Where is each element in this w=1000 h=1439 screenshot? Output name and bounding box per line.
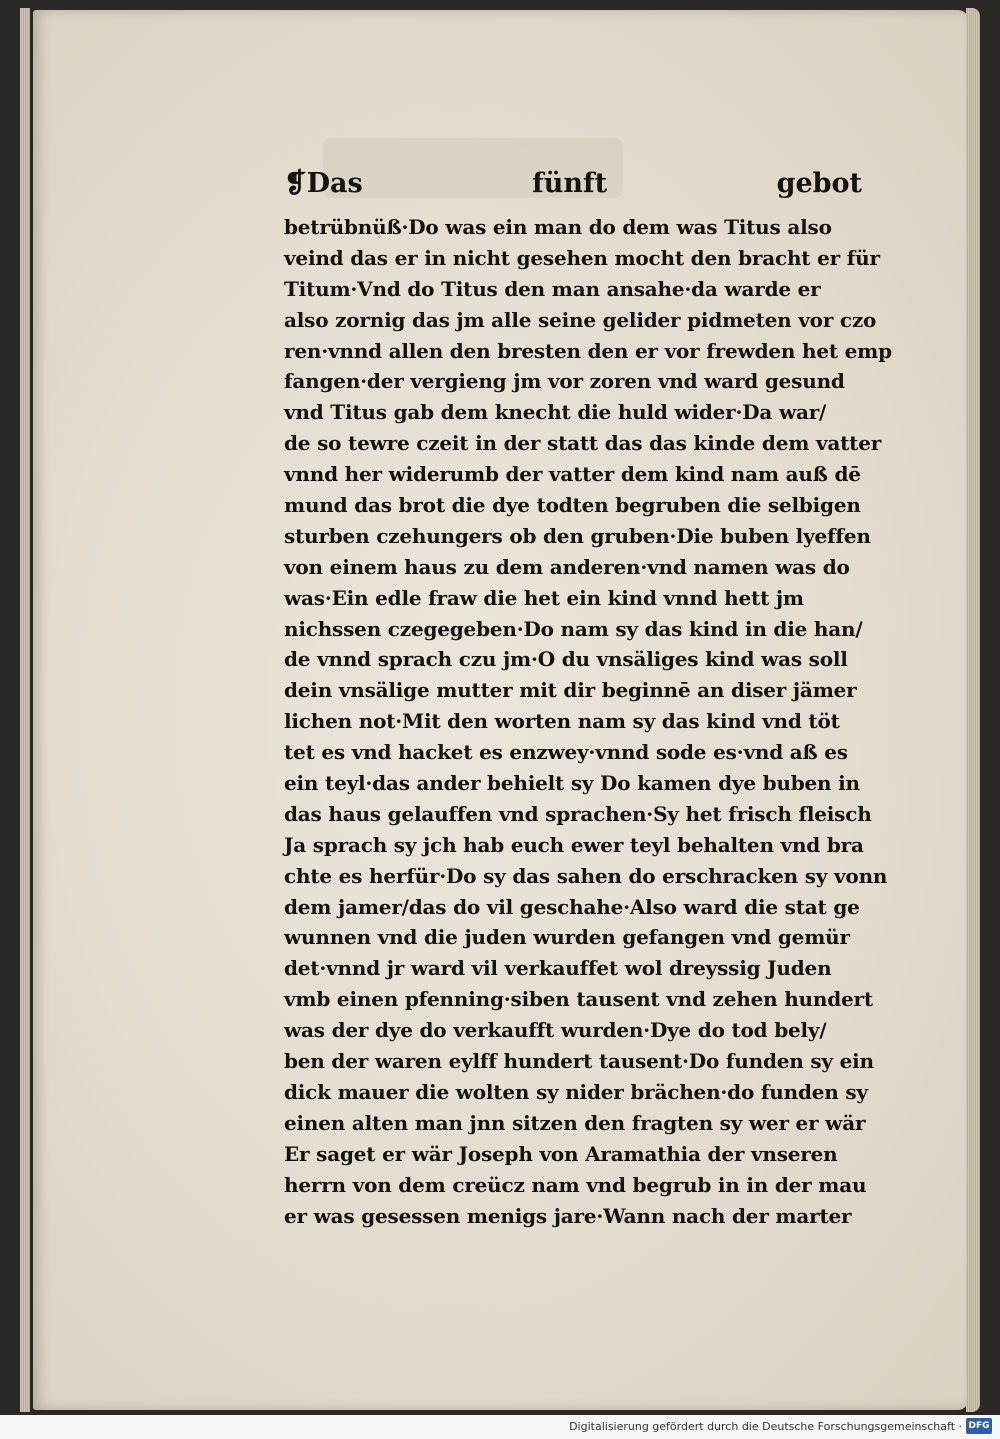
text-line: ein teyl·das ander behielt sy Do kamen dye buben in [284,771,860,796]
text-line: dem jamer/das do vil geschahe·Also ward die stat ge [284,894,860,919]
text-line: veind das er in nicht gesehen mocht den bracht er für [284,245,880,270]
text-line: wunnen vnd die juden wurden gefangen vnd gemür [284,925,850,950]
text-line: sturben czehungers ob den gruben·Die buben lyeffen [284,523,871,548]
heading-middle: fünft [532,168,608,199]
text-line: dick mauer die wolten sy nider brächen·do funden sy [284,1079,868,1104]
text-line: was der dye do verkaufft wurden·Dye do tod bely/ [284,1018,827,1043]
text-line: lichen not·Mit den worten nam sy das kind vnd töt [284,709,840,734]
text-line: von einem haus zu dem anderen·vnd namen was do [284,554,850,579]
paragraph-mark-icon: ❡ [284,168,307,199]
body-text [284,212,892,1231]
text-line: ben der waren eylff hundert tausent·Do funden sy ein [284,1049,874,1074]
text-line: det·vnnd jr ward vil verkauffet wol dreyssig Juden [284,956,832,981]
text-line: Titum·Vnd do Titus den man ansahe·da warde er [284,276,821,301]
book-edge-left [20,8,30,1412]
footer-credit: Digitalisierung gefördert durch die Deutsche Forschungsgemeinschaft · [569,1420,962,1433]
text-line: vmb einen pfenning·siben tausent vnd zehen hundert [284,987,873,1012]
text-line: nichssen czegegeben·Do nam sy das kind in die han/ [284,616,863,641]
text-line: Er saget er wär Joseph von Aramathia der vnseren [284,1141,838,1166]
footer [0,1415,1000,1439]
text-line: betrübnüß·Do was ein man do dem was Titus also [284,215,832,239]
text-line: ren·vnnd allen den bresten den er vor frewden het emp [284,338,892,363]
text-line: de so tewre czeit in der statt das das kinde dem vatter [284,431,882,456]
text-line: einen alten man jnn sitzen den fragten sy wer er wär [284,1110,866,1135]
text-line: tet es vnd hacket es enzwey·vnnd sode es·vnd aß es [284,740,848,765]
text-line: das haus gelauffen vnd sprachen·Sy het frisch fleisch [284,801,872,826]
text-line: herrn von dem creücz nam vnd begrub in in der mau [284,1172,867,1197]
text-line: er was gesessen menigs jare·Wann nach der marter [284,1203,852,1228]
dfg-logo: DFG [966,1418,992,1434]
running-heading [284,168,884,212]
heading-right: gebot [776,168,862,199]
heading-left: ❡Das [284,168,363,199]
text-line: dein vnsälige mutter mit dir beginnē an diser jämer [284,678,857,703]
text-line: mund das brot die dye todten begruben die selbigen [284,493,861,518]
text-line: was·Ein edle fraw die het ein kind vnnd hett jm [284,585,804,610]
text-line: de vnnd sprach czu jm·O du vnsäliges kind was soll [284,647,848,672]
text-line: vnd Titus gab dem knecht die huld wider·Da war/ [284,400,827,425]
text-block [284,168,892,1231]
text-line: also zornig das jm alle seine gelider pidmeten vor czo [284,307,877,332]
book-fore-edge [966,8,980,1412]
text-line: fangen·der vergieng jm vor zoren vnd ward gesund [284,369,845,394]
text-line: Ja sprach sy jch hab euch ewer teyl behalten vnd bra [284,832,864,857]
text-line: chte es herfür·Do sy das sahen do erschracken sy vonn [284,863,888,888]
text-line: vnnd her widerumb der vatter dem kind nam auß dē [284,462,861,487]
